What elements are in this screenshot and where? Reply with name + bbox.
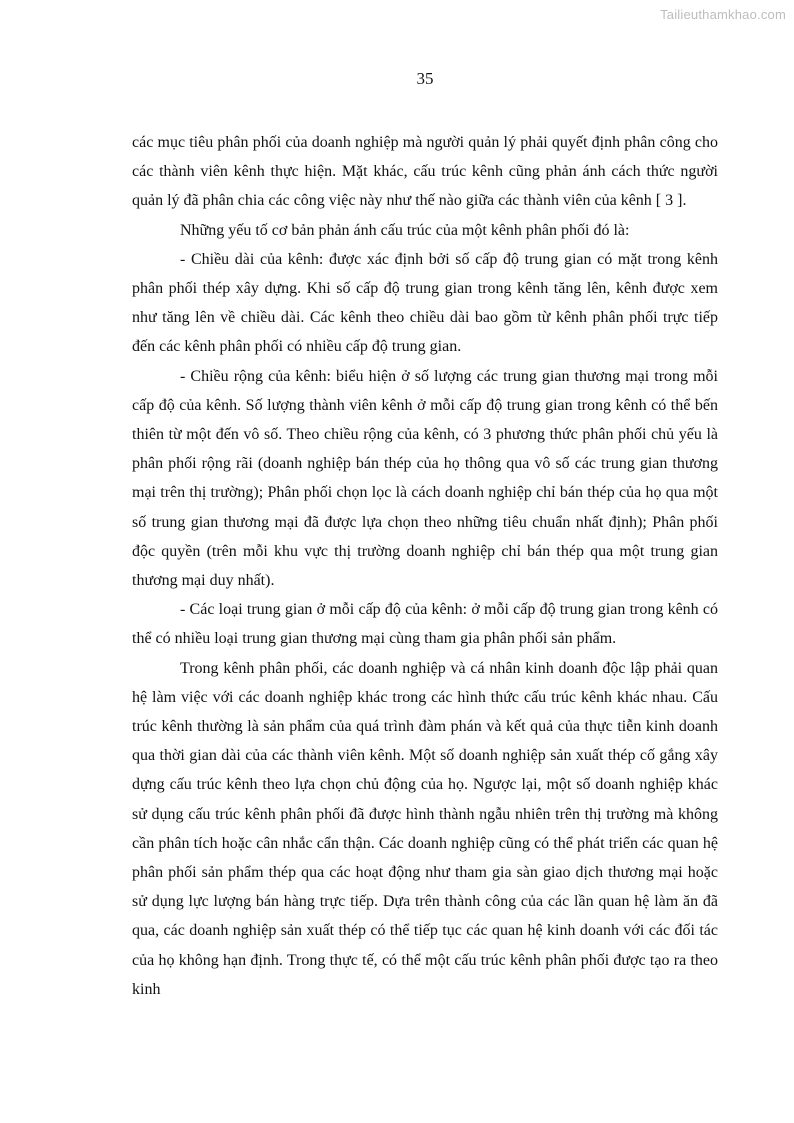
paragraph-2: Những yếu tố cơ bản phản ánh cấu trúc của một kênh phân phối đó là:	[180, 221, 630, 239]
paragraph-6: Trong kênh phân phối, các doanh nghiệp và cá nhân kinh doanh độc lập phải quan hệ làm việc với các doanh nghiệp khác trong các hình thức cấu trúc kênh khác nhau. Cấu trúc kênh thường là sản phẩm của quá trình đàm phán và kết quả của thực tiễn kinh doanh qua thời gian dài của các thành viên kênh. Một số doanh nghiệp sản xuất thép cố gắng xây dựng cấu trúc kênh theo lựa chọn chủ động của họ. Ngược lại, một số doanh nghiệp khác sử dụng cấu trúc kênh phân phối đã được hình thành ngẫu nhiên trên thị trường mà không cần phân tích hoặc cân nhắc cẩn thận. Các doanh nghiệp cũng có thể phát triển các quan hệ phân phối sản phẩm thép qua các hoạt động như tham gia sàn giao dịch thương mại hoặc sử dụng lực lượng bán hàng trực tiếp. Dựa trên thành công của các lần quan hệ làm ăn đã qua, các doanh nghiệp sản xuất thép có thể tiếp tục các quan hệ kinh doanh với các đối tác của họ không hạn định. Trong thực tế, có thể một cấu trúc kênh phân phối được tạo ra theo kinh	[132, 659, 718, 998]
document-body	[132, 128, 718, 1004]
paragraph-5-intermediary-types: - Các loại trung gian ở mỗi cấp độ của kênh: ở mỗi cấp độ trung gian trong kênh có thể có nhiều loại trung gian thương mại cùng tham gia phân phối sản phẩm.	[132, 601, 718, 648]
paragraph-4-channel-width: - Chiều rộng của kênh: biểu hiện ở số lượng các trung gian thương mại trong mỗi cấp độ của kênh. Số lượng thành viên kênh ở mỗi cấp độ trung gian trong kênh có thể bến thiên từ một đến vô số. Theo chiều rộng của kênh, có 3 phương thức phân phối chủ yếu là phân phối rộng rãi (doanh nghiệp bán thép của họ thông qua vô số các trung gian thương mại trên thị trường); Phân phối chọn lọc là cách doanh nghiệp chỉ bán thép của họ qua một số trung gian thương mại đã được lựa chọn theo những tiêu chuẩn nhất định); Phân phối độc quyền (trên mỗi khu vực thị trường doanh nghiệp chỉ bán thép qua một trung gian thương mại duy nhất).	[132, 367, 718, 590]
watermark-text: Tailieuthamkhao.com	[660, 7, 786, 22]
paragraph-1: các mục tiêu phân phối của doanh nghiệp mà người quản lý phải quyết định phân công cho các thành viên kênh thực hiện. Mặt khác, cấu trúc kênh cũng phản ánh cách thức người quản lý đã phân chia các công việc này như thế nào giữa các thành viên của kênh [ 3 ].	[132, 134, 718, 210]
paragraph-3-channel-length: - Chiều dài của kênh: được xác định bởi số cấp độ trung gian có mặt trong kênh phân phối thép xây dựng. Khi số cấp độ trung gian trong kênh tăng lên, kênh được xem như tăng lên về chiều dài. Các kênh theo chiều dài bao gồm từ kênh phân phối trực tiếp đến các kênh phân phối có nhiều cấp độ trung gian.	[132, 250, 718, 356]
page-number: 35	[416, 69, 434, 88]
